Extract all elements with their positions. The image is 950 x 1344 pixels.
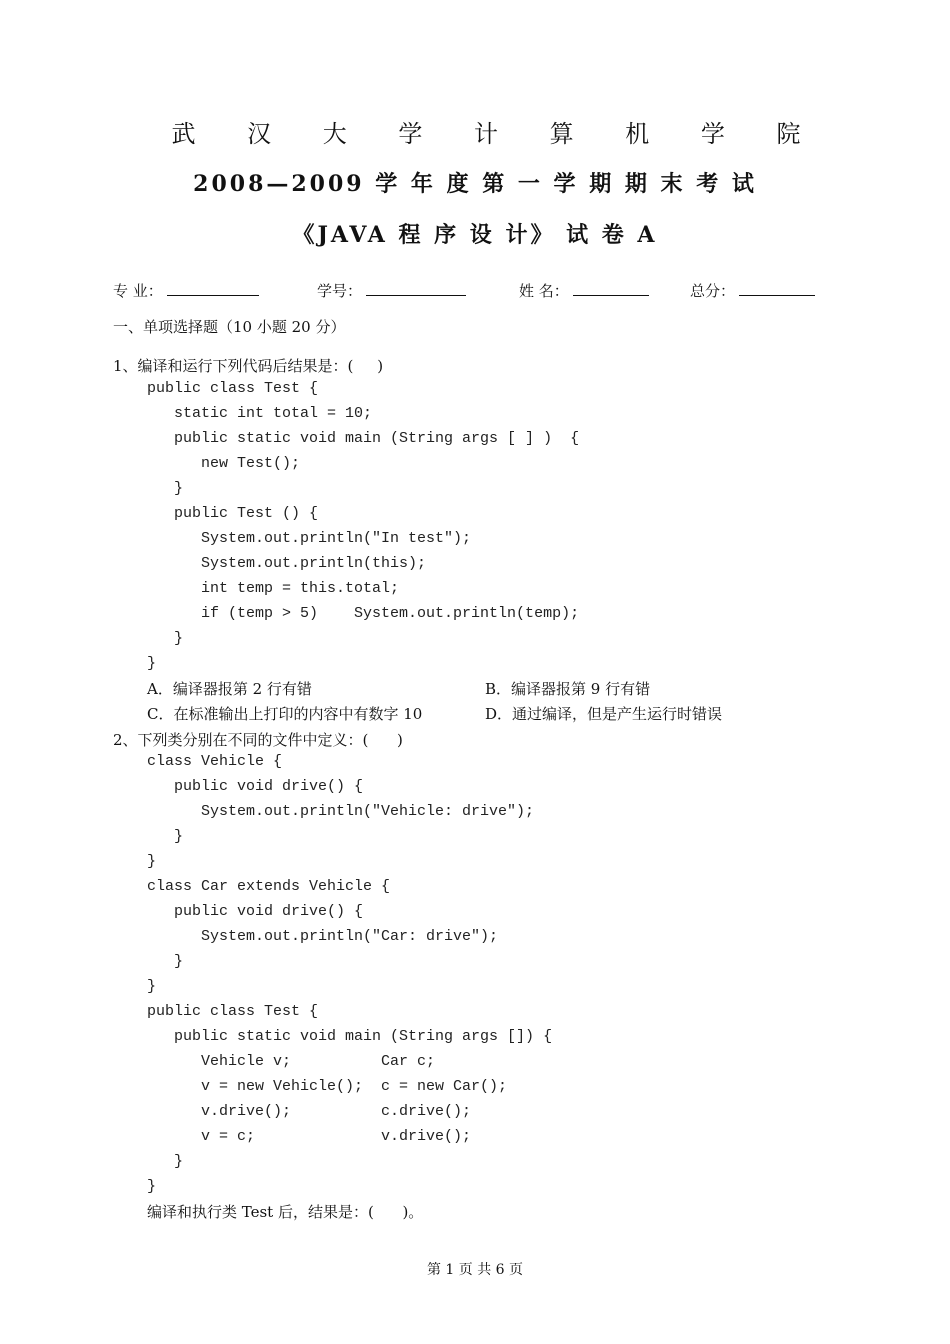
- name-blank: [573, 279, 649, 296]
- question-2-code-line: v = c; v.drive();: [147, 1128, 472, 1145]
- name-field: [519, 279, 649, 301]
- question-1-option-c: C．在标准输出上打印的内容中有数字 10: [147, 705, 423, 723]
- question-2-code-line: }: [147, 853, 157, 870]
- question-2-code-line: public class Test {: [147, 1003, 319, 1020]
- question-2-code-line: class Car extends Vehicle {: [147, 878, 391, 895]
- question-2-code-line: System.out.println("Car: drive");: [147, 928, 499, 945]
- question-2-code-line: v.drive(); c.drive();: [147, 1103, 472, 1120]
- question-1-code-line: if (temp > 5) System.out.println(temp);: [147, 605, 580, 622]
- question-1-code-line: int temp = this.total;: [147, 580, 400, 597]
- question-2-tail: 编译和执行类 Test 后，结果是：( )。: [147, 1203, 424, 1221]
- major-blank: [167, 279, 259, 296]
- student-id-blank: [366, 279, 466, 296]
- question-1-code-line: new Test();: [147, 455, 301, 472]
- major-label: 专 业：: [113, 282, 163, 300]
- major-field: [113, 279, 259, 301]
- question-2-code-line: Vehicle v; Car c;: [147, 1053, 436, 1070]
- student-id-label: 学号：: [317, 282, 363, 300]
- question-2-code-line: }: [147, 978, 157, 995]
- page-footer: 第 1 页 共 6 页: [426, 1262, 524, 1278]
- score-blank: [739, 279, 815, 296]
- question-2-code-line: }: [147, 828, 184, 845]
- question-1-code-line: static int total = 10;: [147, 405, 373, 422]
- score-label: 总分：: [690, 282, 736, 300]
- question-2-stem: 2、下列类分别在不同的文件中定义：( ): [113, 731, 403, 749]
- question-1-code: [147, 376, 579, 676]
- question-1-code-line: System.out.println("In test");: [147, 530, 472, 547]
- term-title: 2008—2009 学 年 度 第 一 学 期 期 末 考 试: [193, 171, 757, 197]
- question-1-option-b: B．编译器报第 9 行有错: [485, 680, 651, 698]
- question-2-code-line: public void drive() {: [147, 903, 364, 920]
- question-2-code: [147, 749, 552, 1199]
- question-2-code-line: System.out.println("Vehicle: drive");: [147, 803, 535, 820]
- student-id-field: [317, 279, 466, 301]
- question-1-code-line: }: [147, 655, 157, 672]
- question-1-code-line: }: [147, 480, 184, 497]
- question-1-option-a: A．编译器报第 2 行有错: [147, 680, 312, 698]
- question-1-stem: 1、编译和运行下列代码后结果是：( ): [113, 357, 384, 375]
- name-label: 姓 名：: [519, 282, 569, 300]
- question-2-code-line: class Vehicle {: [147, 753, 283, 770]
- question-2-code-line: v = new Vehicle(); c = new Car();: [147, 1078, 508, 1095]
- question-2-code-line: public static void main (String args []) {: [147, 1028, 553, 1045]
- question-2-code-line: }: [147, 1178, 157, 1195]
- question-1-code-line: public class Test {: [147, 380, 319, 397]
- question-1-code-line: public Test () {: [147, 505, 319, 522]
- section-heading: 一、单项选择题（10 小题 20 分）: [113, 318, 346, 336]
- score-field: [690, 279, 815, 301]
- question-1-code-line: }: [147, 630, 184, 647]
- question-1-code-line: public static void main (String args [ ] ) {: [147, 430, 580, 447]
- question-2-code-line: }: [147, 1153, 184, 1170]
- question-1-option-d: D．通过编译，但是产生运行时错误: [485, 705, 723, 723]
- paper-title: 《JAVA 程 序 设 计》 试 卷 A: [292, 222, 658, 248]
- student-info-row: [113, 279, 833, 303]
- question-1-code-line: System.out.println(this);: [147, 555, 427, 572]
- question-2-code-line: }: [147, 953, 184, 970]
- school-title: 武 汉 大 学 计 算 机 学 院: [171, 120, 823, 148]
- question-2-code-line: public void drive() {: [147, 778, 364, 795]
